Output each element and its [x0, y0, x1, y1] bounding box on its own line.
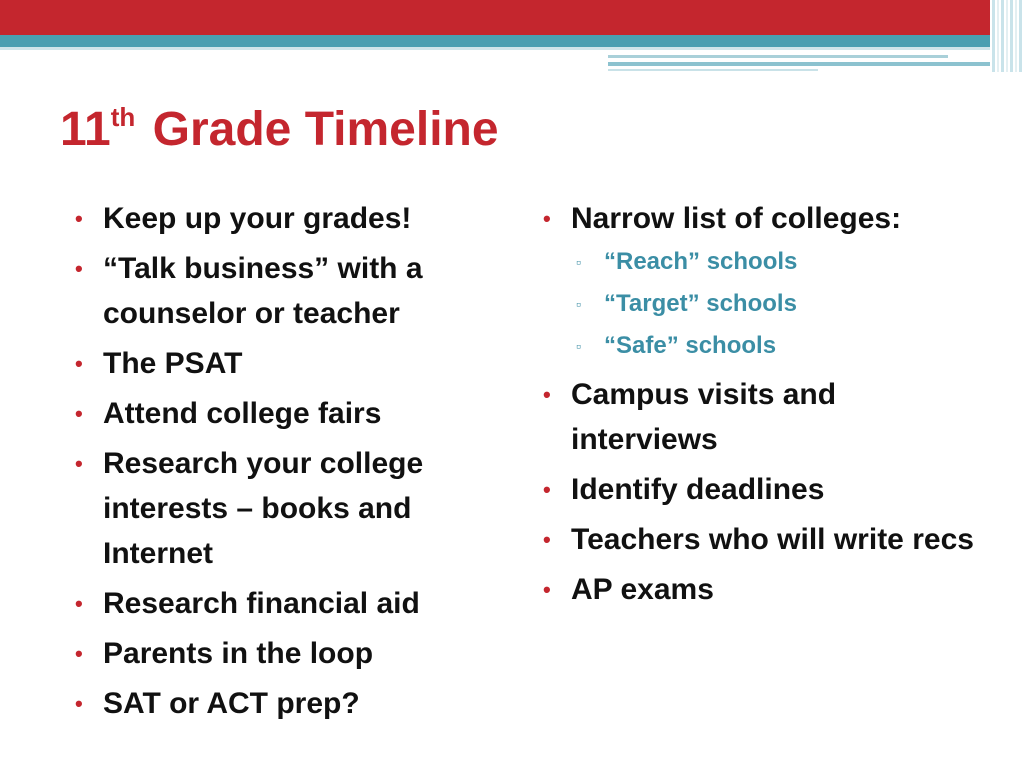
bullet-text: Attend college fairs: [103, 397, 382, 430]
bullet-item: [72, 581, 492, 626]
bullet-text: Keep up your grades!: [103, 202, 412, 235]
right-bullet-list: [540, 196, 980, 612]
slide-title: [60, 100, 499, 160]
bullet-text: Teachers who will write recs: [571, 523, 974, 556]
bullet-text: AP exams: [571, 573, 714, 606]
bullet-text: Narrow list of colleges:: [571, 202, 902, 235]
sub-bullet-item: [571, 283, 980, 325]
bullet-item: [72, 196, 492, 241]
square-bullet-icon: ▫: [576, 338, 581, 354]
bullet-text: Identify deadlines: [571, 473, 825, 506]
bullet-icon: •: [543, 477, 551, 502]
bullet-icon: •: [543, 382, 551, 407]
bullet-item: [540, 196, 980, 367]
title-text: Grade Timeline: [152, 103, 499, 156]
sub-bullet-list: [571, 241, 980, 367]
bullet-text: Parents in the loop: [103, 637, 374, 670]
bullet-icon: •: [543, 527, 551, 552]
bullet-icon: •: [75, 256, 83, 281]
bullet-text: “Talk business” with a counselor or teacher: [103, 252, 423, 330]
bullet-text: SAT or ACT prep?: [103, 687, 360, 720]
bullet-item: [72, 681, 492, 726]
left-column: [72, 196, 492, 731]
sub-bullet-text: “Reach” schools: [604, 248, 798, 275]
sub-bullet-item: [571, 241, 980, 283]
bullet-icon: •: [75, 351, 83, 376]
square-bullet-icon: ▫: [576, 296, 581, 312]
header-accent-line: [608, 62, 1000, 66]
header-teal-band: [0, 35, 1024, 47]
bullet-text: Research your college interests – books and Internet: [103, 447, 424, 570]
bullet-item: [540, 517, 980, 562]
bullet-icon: •: [75, 691, 83, 716]
header-light-band: [0, 47, 1024, 50]
bullet-text: The PSAT: [103, 347, 243, 380]
title-ordinal-suffix: th: [110, 102, 136, 132]
bullet-icon: •: [75, 641, 83, 666]
bullet-icon: •: [543, 577, 551, 602]
bullet-text: Research financial aid: [103, 587, 420, 620]
title-number: 11: [60, 103, 111, 156]
bullet-item: [72, 631, 492, 676]
bullet-item: [540, 567, 980, 612]
header-red-band: [0, 0, 1024, 35]
bullet-item: [72, 441, 492, 576]
bullet-item: [72, 341, 492, 386]
header-accent-line: [608, 69, 818, 71]
bullet-item: [540, 372, 980, 462]
header-stripes: [990, 0, 1024, 72]
sub-bullet-text: “Safe” schools: [604, 332, 777, 359]
square-bullet-icon: ▫: [576, 254, 581, 270]
bullet-text: Campus visits and interviews: [571, 378, 837, 456]
bullet-item: [72, 246, 492, 336]
sub-bullet-text: “Target” schools: [604, 290, 797, 317]
bullet-item: [72, 391, 492, 436]
bullet-icon: •: [75, 591, 83, 616]
sub-bullet-item: [571, 325, 980, 367]
bullet-icon: •: [543, 206, 551, 231]
bullet-icon: •: [75, 451, 83, 476]
bullet-icon: •: [75, 206, 83, 231]
left-bullet-list: [72, 196, 492, 726]
bullet-item: [540, 467, 980, 512]
right-column: [540, 196, 980, 617]
bullet-icon: •: [75, 401, 83, 426]
header-accent-line: [608, 55, 948, 58]
